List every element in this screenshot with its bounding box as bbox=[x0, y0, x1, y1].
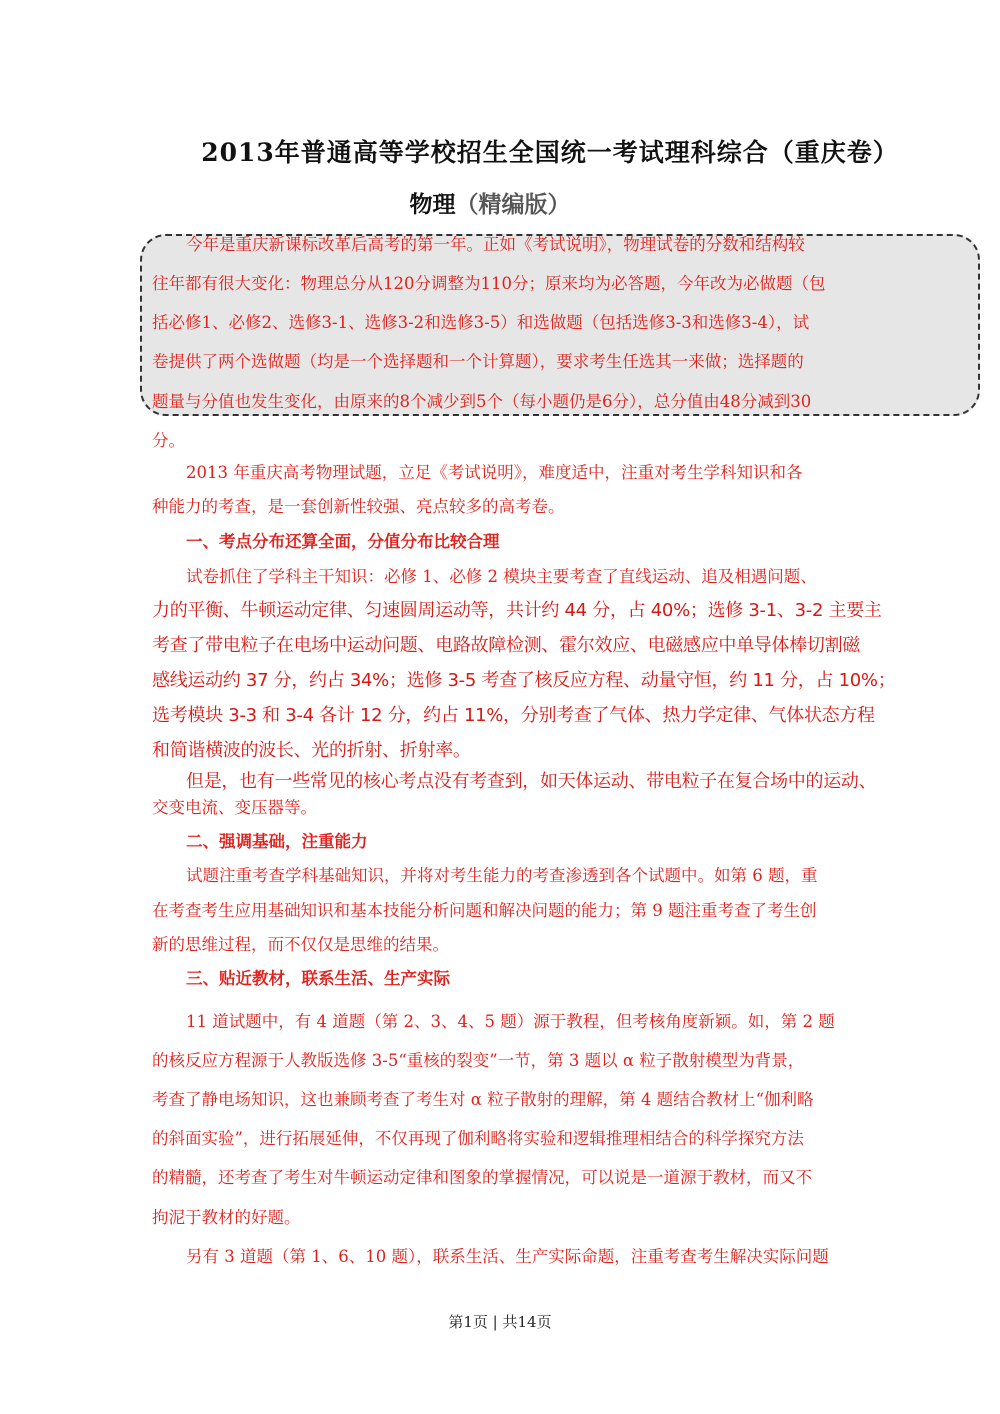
section3-line: 11 道试题中，有 4 道题（第 2、3、4、5 题）源于教程，但考核角度新颖。如，第 2 题 bbox=[186, 1012, 835, 1031]
section2-line: 新的思维过程，而不仅仅是思维的结果。 bbox=[152, 935, 449, 954]
section2-line: 在考查考生应用基础知识和基本技能分析问题和解决问题的能力；第 9 题注重考查了考生创 bbox=[152, 901, 817, 920]
section3-line: 考查了静电场知识，这也兼顾考查了考生对 α 粒子散射的理解，第 4 题结合教材上“伽利略 bbox=[152, 1090, 814, 1109]
section3-line: 另有 3 道题（第 1、6、10 题），联系生活、生产实际命题，注重考查考生解决实际问题 bbox=[186, 1247, 829, 1266]
intro-line: 卷提供了两个选做题（均是一个选择题和一个计算题），要求考生任选其一来做；选择题的 bbox=[152, 352, 804, 371]
page-footer: 第1页 | 共14页 bbox=[448, 1313, 552, 1331]
intro-line: 题量与分值也发生变化，由原来的8个减少到5个（每小题仍是6分），总分值由48分减到30 bbox=[152, 392, 812, 411]
document-subtitle bbox=[140, 186, 840, 219]
section3-line: 的斜面实验”，进行拓展延伸，不仅再现了伽利略将实验和逻辑推理相结合的科学探究方法 bbox=[152, 1129, 804, 1148]
section1-line: 和简谐横波的波长、光的折射、折射率。 bbox=[152, 740, 471, 761]
section1-line: 力的平衡、牛顿运动定律、匀速圆周运动等，共计约 44 分，占 40%；选修 3-1、3-2 主要主 bbox=[152, 600, 882, 621]
intro-line: 括必修1、必修2、选修3-1、选修3-2和选修3-5）和选做题（包括选修3-3和选修3-4），试 bbox=[152, 313, 810, 332]
subtitle-paren: （精编版） bbox=[455, 191, 571, 218]
section-heading: 三、贴近教材，联系生活、生产实际 bbox=[186, 969, 450, 988]
section1-line: 选考模块 3-3 和 3-4 各计 12 分，约占 11%，分别考查了气体、热力学定律、气体状态方程 bbox=[152, 705, 875, 726]
section-heading: 一、考点分布还算全面，分值分布比较合理 bbox=[186, 532, 500, 551]
section3-line: 的核反应方程源于人教版选修 3-5“重核的裂变”一节，第 3 题以 α 粒子散射模型为背景， bbox=[152, 1051, 805, 1070]
section1-line: 交变电流、变压器等。 bbox=[152, 798, 317, 817]
intro-line: 分。 bbox=[152, 431, 185, 450]
section-heading: 二、强调基础，注重能力 bbox=[186, 832, 368, 851]
overview-line: 种能力的考查，是一套创新性较强、亮点较多的高考卷。 bbox=[152, 497, 565, 516]
section1-line: 试卷抓住了学科主干知识：必修 1、必修 2 模块主要考查了直线运动、追及相遇问题、 bbox=[186, 567, 817, 586]
section1-line: 考查了带电粒子在电场中运动问题、电路故障检测、霍尔效应、电磁感应中单导体棒切割磁 bbox=[152, 635, 860, 656]
section1-line: 但是，也有一些常见的核心考点没有考查到，如天体运动、带电粒子在复合场中的运动、 bbox=[186, 771, 877, 792]
section3-line: 拘泥于教材的好题。 bbox=[152, 1208, 301, 1227]
intro-line: 往年都有很大变化：物理总分从120分调整为110分；原来均为必答题，今年改为必做题（包 bbox=[152, 274, 826, 293]
section2-line: 试题注重考查学科基础知识，并将对考生能力的考查渗透到各个试题中。如第 6 题，重 bbox=[186, 866, 818, 885]
intro-line: 今年是重庆新课标改革后高考的第一年。正如《考试说明》，物理试卷的分数和结构较 bbox=[186, 235, 805, 254]
section3-line: 的精髓，还考查了考生对牛顿运动定律和图象的掌握情况，可以说是一道源于教材，而又不 bbox=[152, 1168, 812, 1187]
subtitle-main: 物理 bbox=[409, 191, 456, 218]
section1-line: 感线运动约 37 分，约占 34%；选修 3-5 考查了核反应方程、动量守恒，约 11 分，占 10%； bbox=[152, 670, 896, 691]
document-title: 2013年普通高等学校招生全国统一考试理科综合（重庆卷） bbox=[201, 138, 899, 167]
overview-line: 2013 年重庆高考物理试题，立足《考试说明》，难度适中，注重对考生学科知识和各 bbox=[186, 463, 803, 482]
